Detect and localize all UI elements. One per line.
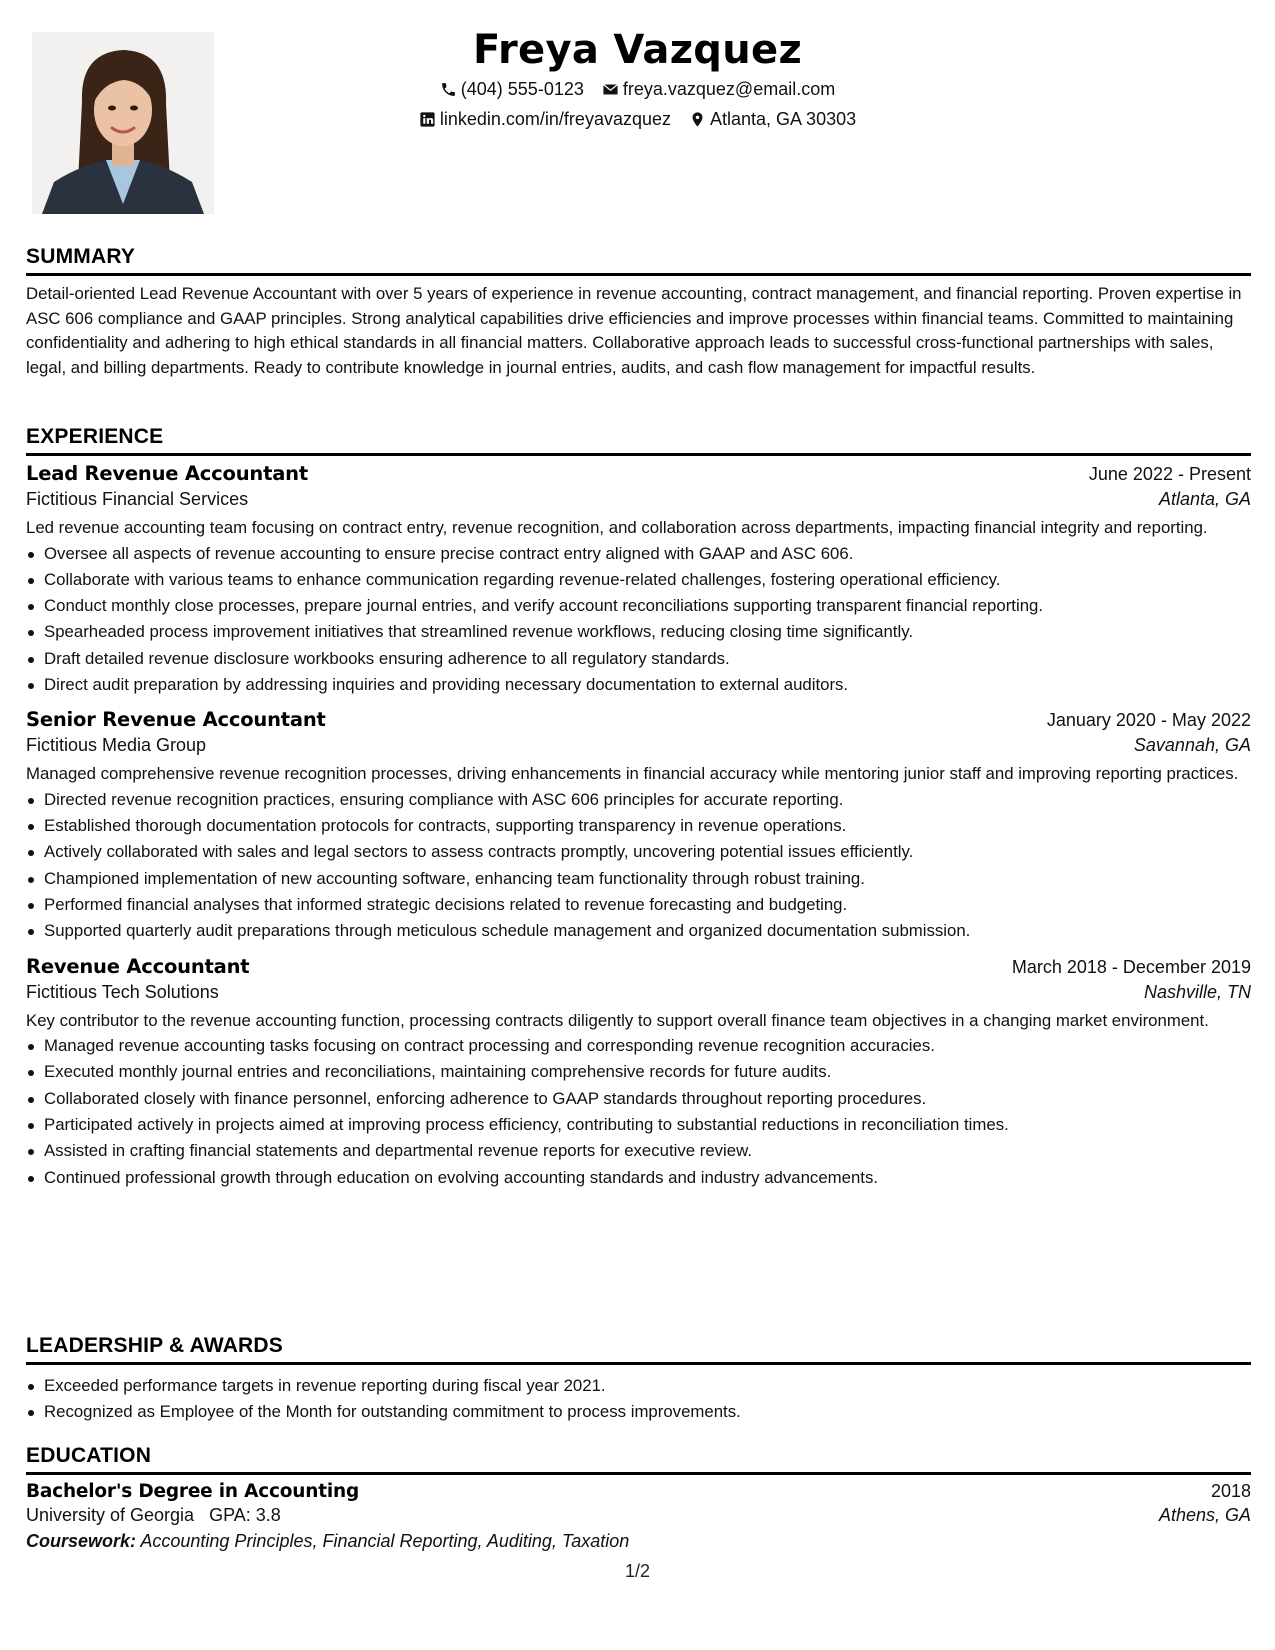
phone-icon bbox=[440, 81, 457, 98]
list-item: Performed financial analyses that informed strategic decisions related to revenue forecasting and budgeting. bbox=[26, 892, 1251, 918]
job-location: Atlanta, GA bbox=[1158, 489, 1251, 509]
graduation-year: 2018 bbox=[1210, 1481, 1251, 1501]
coursework-list: Accounting Principles, Financial Reporting, Auditing, Taxation bbox=[140, 1531, 630, 1551]
experience-heading: EXPERIENCE bbox=[26, 425, 1251, 456]
list-item: Directed revenue recognition practices, ensuring compliance with ASC 606 principles for accurate reporting. bbox=[26, 787, 1251, 813]
job-dates: March 2018 - December 2019 bbox=[1011, 956, 1251, 977]
list-item: Spearheaded process improvement initiatives that streamlined revenue workflows, reducing closing time significantly. bbox=[26, 619, 1251, 645]
job-dates: June 2022 - Present bbox=[1088, 464, 1251, 484]
list-item: Collaborated closely with finance personnel, enforcing adherence to GAAP standards throughout reporting procedures. bbox=[26, 1086, 1251, 1112]
job-description: Led revenue accounting team focusing on contract entry, revenue recognition, and collaboration across departments, impacting financial integrity and reporting. bbox=[26, 518, 1208, 537]
contact-line-1 bbox=[240, 74, 1035, 104]
job-bullets bbox=[26, 1033, 1251, 1191]
list-item: Collaborate with various teams to enhance communication regarding revenue-related challenges, fostering operational efficiency. bbox=[26, 567, 1251, 593]
job-location: Savannah, GA bbox=[1133, 735, 1251, 756]
job-company: Fictitious Tech Solutions bbox=[26, 981, 219, 1002]
linkedin-icon bbox=[419, 111, 436, 128]
list-item: Supported quarterly audit preparations through meticulous schedule management and organized documentation submission. bbox=[26, 918, 1251, 944]
email-text[interactable]: freya.vazquez@email.com bbox=[622, 79, 836, 99]
job-description: Managed comprehensive revenue recognition processes, driving enhancements in financial accuracy while mentoring junior staff and improving reporting practices. bbox=[26, 764, 1239, 784]
profile-photo bbox=[32, 32, 214, 214]
summary-section bbox=[26, 245, 1251, 380]
job-bullets bbox=[26, 541, 1251, 699]
summary-heading: SUMMARY bbox=[26, 245, 1251, 276]
awards-section bbox=[26, 1334, 1251, 1426]
location-text: Atlanta, GA 30303 bbox=[710, 109, 857, 129]
education-header bbox=[26, 1481, 1251, 1502]
list-item: Championed implementation of new accounting software, enhancing team functionality through robust training. bbox=[26, 866, 1251, 892]
candidate-name: Freya Vazquez bbox=[472, 27, 803, 73]
job-title: Lead Revenue Accountant bbox=[26, 462, 308, 485]
resume-header bbox=[240, 26, 1035, 134]
list-item: Draft detailed revenue disclosure workbooks ensuring adherence to all regulatory standards. bbox=[26, 646, 1251, 672]
contact-line-2 bbox=[240, 104, 1035, 134]
experience-section bbox=[26, 425, 1251, 1191]
list-item: Continued professional growth through education on evolving accounting standards and industry advancements. bbox=[26, 1165, 1251, 1191]
job-header bbox=[26, 708, 1251, 731]
list-item: Direct audit preparation by addressing inquiries and providing necessary documentation to external auditors. bbox=[26, 672, 1251, 698]
gpa: GPA: 3.8 bbox=[209, 1505, 281, 1525]
job-header bbox=[26, 462, 1251, 485]
list-item: Exceeded performance targets in revenue reporting during fiscal year 2021. bbox=[26, 1373, 1251, 1399]
list-item: Conduct monthly close processes, prepare journal entries, and verify account reconciliations supporting transparent financial reporting. bbox=[26, 593, 1251, 619]
map-pin-icon bbox=[689, 111, 706, 128]
summary-text: Detail-oriented Lead Revenue Accountant with over 5 years of experience in revenue accounting, contract management, and financial reporting. Proven expertise in ASC 606 compliance and GAAP principles. Strong analytical capabilities drive efficiencies and improve processes within financial teams. Committed to maintaining confidentiality and adhering to high ethical standards in all financial matters. Collaborative approach leads to successful cross-functional partnerships with sales, legal, and billing departments. Ready to contribute knowledge in journal entries, audits, and cash flow management for impactful results. bbox=[26, 284, 1242, 377]
coursework-line bbox=[26, 1531, 1251, 1552]
list-item: Actively collaborated with sales and legal sectors to assess contracts promptly, uncovering potential issues efficiently. bbox=[26, 839, 1251, 865]
contact-phone bbox=[440, 74, 584, 104]
education-section bbox=[26, 1444, 1251, 1552]
job-header bbox=[26, 955, 1251, 978]
job-subheader bbox=[26, 735, 1251, 756]
envelope-icon bbox=[602, 81, 619, 98]
education-subheader bbox=[26, 1505, 1251, 1526]
degree-title: Bachelor's Degree in Accounting bbox=[26, 1481, 360, 1502]
job-description: Key contributor to the revenue accounting function, processing contracts diligently to support overall finance team objectives in a changing market environment. bbox=[26, 1010, 1209, 1030]
list-item: Assisted in crafting financial statements and departmental revenue reports for executive review. bbox=[26, 1138, 1251, 1164]
job-entry bbox=[26, 462, 1251, 698]
job-subheader bbox=[26, 982, 1251, 1003]
job-title: Senior Revenue Accountant bbox=[26, 708, 326, 732]
contact-email[interactable] bbox=[602, 74, 835, 104]
awards-heading: LEADERSHIP & AWARDS bbox=[26, 1334, 1251, 1365]
list-item: Executed monthly journal entries and reconciliations, maintaining comprehensive records for future audits. bbox=[26, 1059, 1251, 1085]
school-location: Athens, GA bbox=[1158, 1505, 1251, 1525]
list-item: Established thorough documentation protocols for contracts, supporting transparency in revenue operations. bbox=[26, 813, 1251, 839]
job-title: Revenue Accountant bbox=[26, 954, 250, 978]
coursework-label: Coursework: bbox=[26, 1531, 137, 1551]
linkedin-text[interactable]: linkedin.com/in/freyavazquez bbox=[439, 109, 671, 129]
job-subheader bbox=[26, 489, 1251, 510]
job-entry bbox=[26, 955, 1251, 1191]
school-name: University of Georgia bbox=[26, 1505, 195, 1525]
contact-location bbox=[689, 104, 856, 134]
list-item: Managed revenue accounting tasks focusing on contract processing and corresponding revenue recognition accuracies. bbox=[26, 1033, 1251, 1059]
list-item: Participated actively in projects aimed at improving process efficiency, contributing to substantial reductions in reconciliation times. bbox=[26, 1112, 1251, 1138]
school-info bbox=[26, 1505, 281, 1526]
awards-list bbox=[26, 1373, 1251, 1426]
list-item: Oversee all aspects of revenue accounting to ensure precise contract entry aligned with GAAP and ASC 606. bbox=[26, 541, 1251, 567]
job-location: Nashville, TN bbox=[1143, 981, 1251, 1002]
education-heading: EDUCATION bbox=[26, 1444, 1251, 1475]
job-entry bbox=[26, 708, 1251, 944]
phone-text: (404) 555-0123 bbox=[460, 79, 584, 99]
job-dates: January 2020 - May 2022 bbox=[1046, 710, 1251, 731]
job-company: Fictitious Financial Services bbox=[26, 489, 249, 509]
job-company: Fictitious Media Group bbox=[26, 735, 207, 756]
list-item: Recognized as Employee of the Month for outstanding commitment to process improvements. bbox=[26, 1399, 1251, 1425]
job-bullets bbox=[26, 787, 1251, 945]
page-number: 1/2 bbox=[624, 1561, 651, 1581]
contact-linkedin[interactable] bbox=[419, 104, 671, 134]
